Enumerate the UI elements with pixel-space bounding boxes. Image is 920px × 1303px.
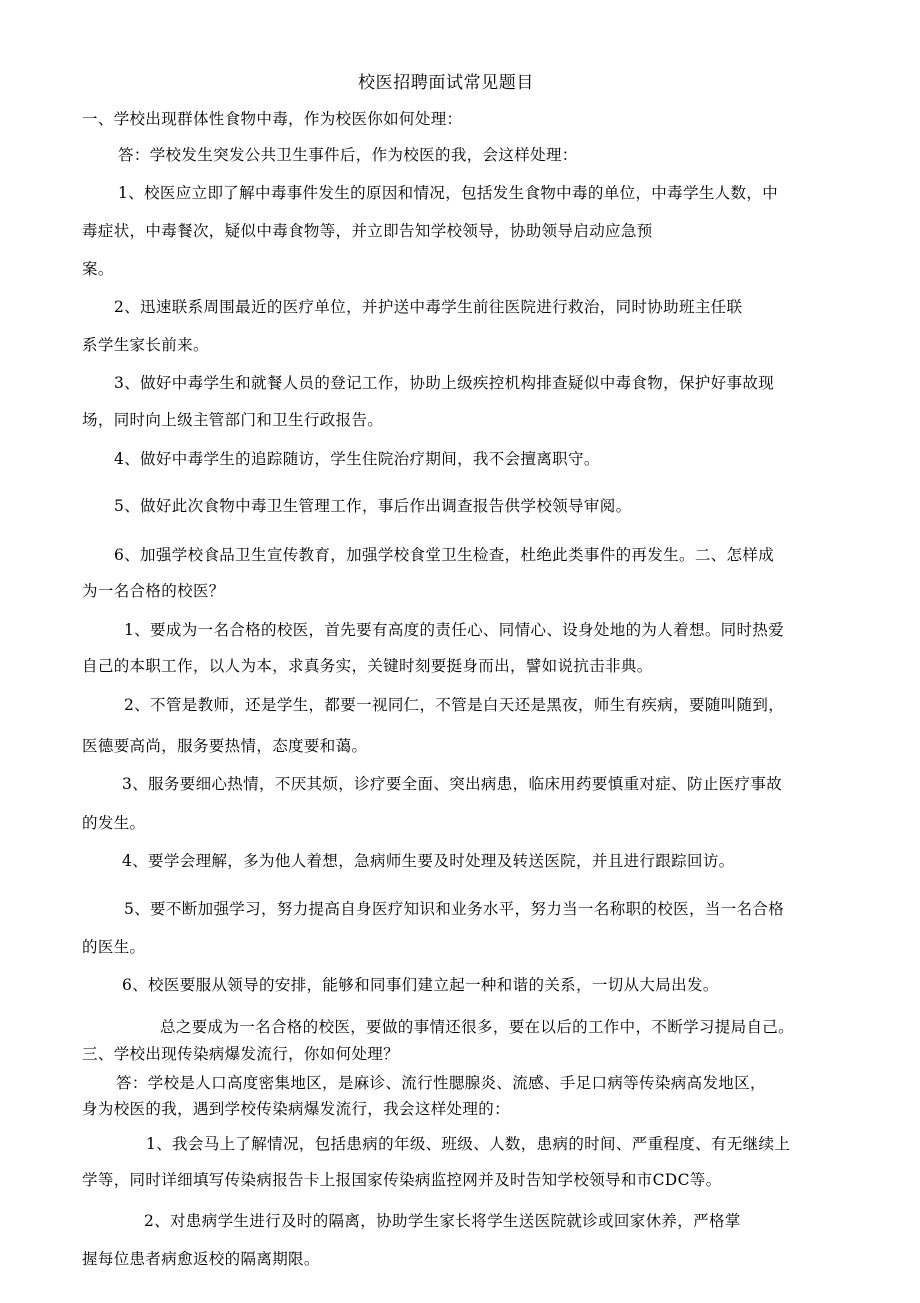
paragraph-line: 案。	[82, 260, 114, 278]
paragraph-line: 3、做好中毒学生和就餐人员的登记工作，协助上级疾控机构排查疑似中毒食物，保护好事故现	[114, 374, 775, 392]
paragraph-line: 2、对患病学生进行及时的隔离，协助学生家长将学生送医院就诊或回家休养，严格掌	[144, 1212, 741, 1230]
paragraph-line: 4、要学会理解，多为他人着想，急病师生要及时处理及转送医院，并且进行跟踪回访。	[122, 852, 735, 870]
paragraph-line: 场，同时向上级主管部门和卫生行政报告。	[82, 411, 384, 429]
paragraph-line: 1、我会马上了解情况，包括患病的年级、班级、人数，患病的时间、严重程度、有无继续上	[146, 1135, 791, 1153]
paragraph-line: 学等，同时详细填写传染病报告卡上报国家传染病监控网并及时告知学校领导和市CDC等。	[82, 1171, 722, 1189]
paragraph-line: 医德要高尚，服务要热情，态度要和蔼。	[82, 737, 368, 755]
paragraph-line: 1、校医应立即了解中毒事件发生的原因和情况，包括发生食物中毒的单位，中毒学生人数，中	[118, 184, 779, 202]
paragraph-line: 毒症状，中毒餐次，疑似中毒食物等，并立即告知学校领导，协助领导启动应急预	[82, 222, 653, 240]
paragraph-line: 系学生家长前来。	[82, 336, 209, 354]
paragraph-line: 5、做好此次食物中毒卫生管理工作，事后作出调查报告供学校领导审阅。	[114, 497, 632, 515]
section-heading-3: 三、学校出现传染病爆发流行，你如何处理？	[82, 1045, 400, 1063]
paragraph-line: 的医生。	[82, 938, 146, 956]
answer-intro-1: 答：学校发生突发公共卫生事件后，作为校医的我，会这样处理：	[118, 146, 578, 164]
paragraph-line: 的发生。	[82, 814, 146, 832]
answer-intro-3: 答：学校是人口高度密集地区，是麻诊、流行性腮腺炎、流感、手足口病等传染病高发地区，	[116, 1074, 766, 1092]
section-heading-1: 一、学校出现群体性食物中毒，作为校医你如何处理：	[82, 110, 463, 128]
paragraph-line: 6、加强学校食品卫生宣传教育，加强学校食堂卫生检查，杜绝此类事件的再发生。二、怎样成	[114, 546, 775, 564]
paragraph-line: 5、要不断加强学习，努力提高自身医疗知识和业务水平，努力当一名称职的校医，当一名合格	[124, 900, 785, 918]
section-heading-2: 为一名合格的校医？	[82, 582, 225, 600]
paragraph-line: 4、做好中毒学生的追踪随访，学生住院治疗期间，我不会擅离职守。	[114, 450, 600, 468]
paragraph-line: 2、不管是教师，还是学生，都要一视同仁，不管是白天还是黑夜，师生有疾病，要随叫随到，	[124, 696, 785, 714]
paragraph-line: 握每位患者病愈返校的隔离期限。	[82, 1250, 320, 1268]
paragraph-line: 6、校医要服从领导的安排，能够和同事们建立起一种和谐的关系，一切从大局出发。	[122, 976, 719, 994]
paragraph-line: 3、服务要细心热情，不厌其烦，诊疗要全面、突出病患，临床用药要慎重对症、防止医疗事故	[122, 775, 783, 793]
paragraph-line: 2、迅速联系周围最近的医疗单位，并护送中毒学生前往医院进行救治，同时协助班主任联	[114, 298, 743, 316]
paragraph-line: 总之要成为一名合格的校医，要做的事情还很多，要在以后的工作中，不断学习提局自己。	[160, 1018, 795, 1036]
paragraph-line: 自己的本职工作，以人为本，求真务实，关键时刻要挺身而出，譬如说抗击非典。	[82, 657, 653, 675]
document-title: 校医招聘面试常见题目	[358, 73, 534, 93]
paragraph-line: 身为校医的我，遇到学校传染病爆发流行，我会这样处理的：	[82, 1100, 510, 1118]
paragraph-line: 1、要成为一名合格的校医，首先要有高度的责任心、同情心、设身处地的为人着想。同时热爱	[124, 621, 785, 639]
